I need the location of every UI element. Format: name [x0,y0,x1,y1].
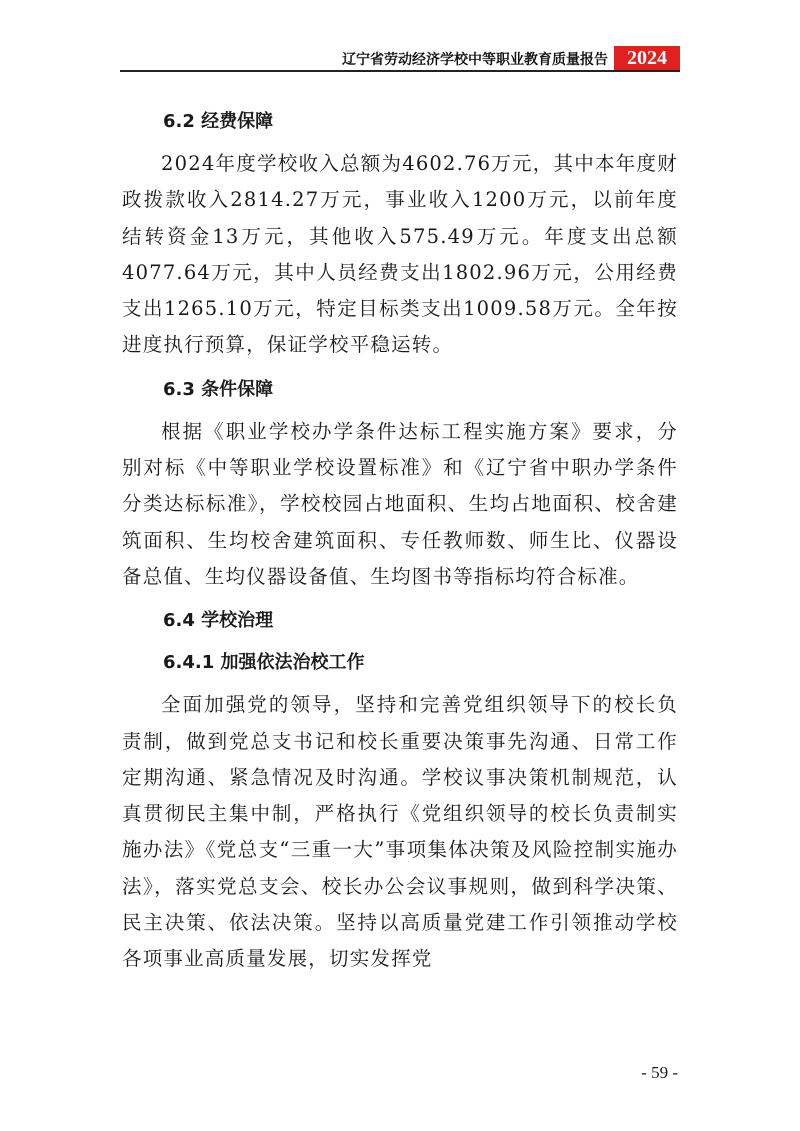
report-title: 辽宁省劳动经济学校中等职业教育质量报告 [342,52,608,68]
section-heading-6-4: 6.4 学校治理 [163,610,274,632]
page-content [122,104,678,978]
page-number: - 59 - [641,1063,678,1082]
paragraph-conditions: 根据《职业学校办学条件达标工程实施方案》要求，分别对标《中等职业学校设置标准》和《辽宁省中职办学条件分类达标标准》，学校校园占地面积、生均占地面积、校舍建筑面积、生均校舍建筑面积、专任教师数、师生比、仪器设备总值、生均仪器设备值、生均图书等指标均符合标准。 [122,419,678,588]
year-badge: 2024 [614,46,680,70]
paragraph-funding: 2024年度学校收入总额为4602.76万元，其中本年度财政拨款收入2814.27万元，事业收入1200万元，以前年度结转资金13万元，其他收入575.49万元。年度支出总额4077.64万元，其中人员经费支出1802.96万元，公用经费支出1265.10万元，特定目标类支出1009.58万元。全年按进度执行预算，保证学校平稳运转。 [122,152,678,357]
running-header [120,46,680,70]
section-heading-6-3: 6.3 条件保障 [163,378,274,400]
header-divider [120,70,680,72]
section-heading-6-2: 6.2 经费保障 [163,111,274,132]
paragraph-governance: 全面加强党的领导，坚持和完善党组织领导下的校长负责制，做到党总支书记和校长重要决策事先沟通、日常工作定期沟通、紧急情况及时沟通。学校议事决策机制规范，认真贯彻民主集中制，严格执行《党组织领导的校长负责制实施办法》《党总支“三重一大”事项集体决策及风险控制实施办法》，落实党总支会、校长办公会议事规则，做到科学决策、民主决策、依法决策。坚持以高质量党建工作引领推动学校各项事业高质量发展，切实发挥党 [122,693,678,971]
section-heading-6-4-1: 6.4.1 加强依法治校工作 [163,652,365,674]
